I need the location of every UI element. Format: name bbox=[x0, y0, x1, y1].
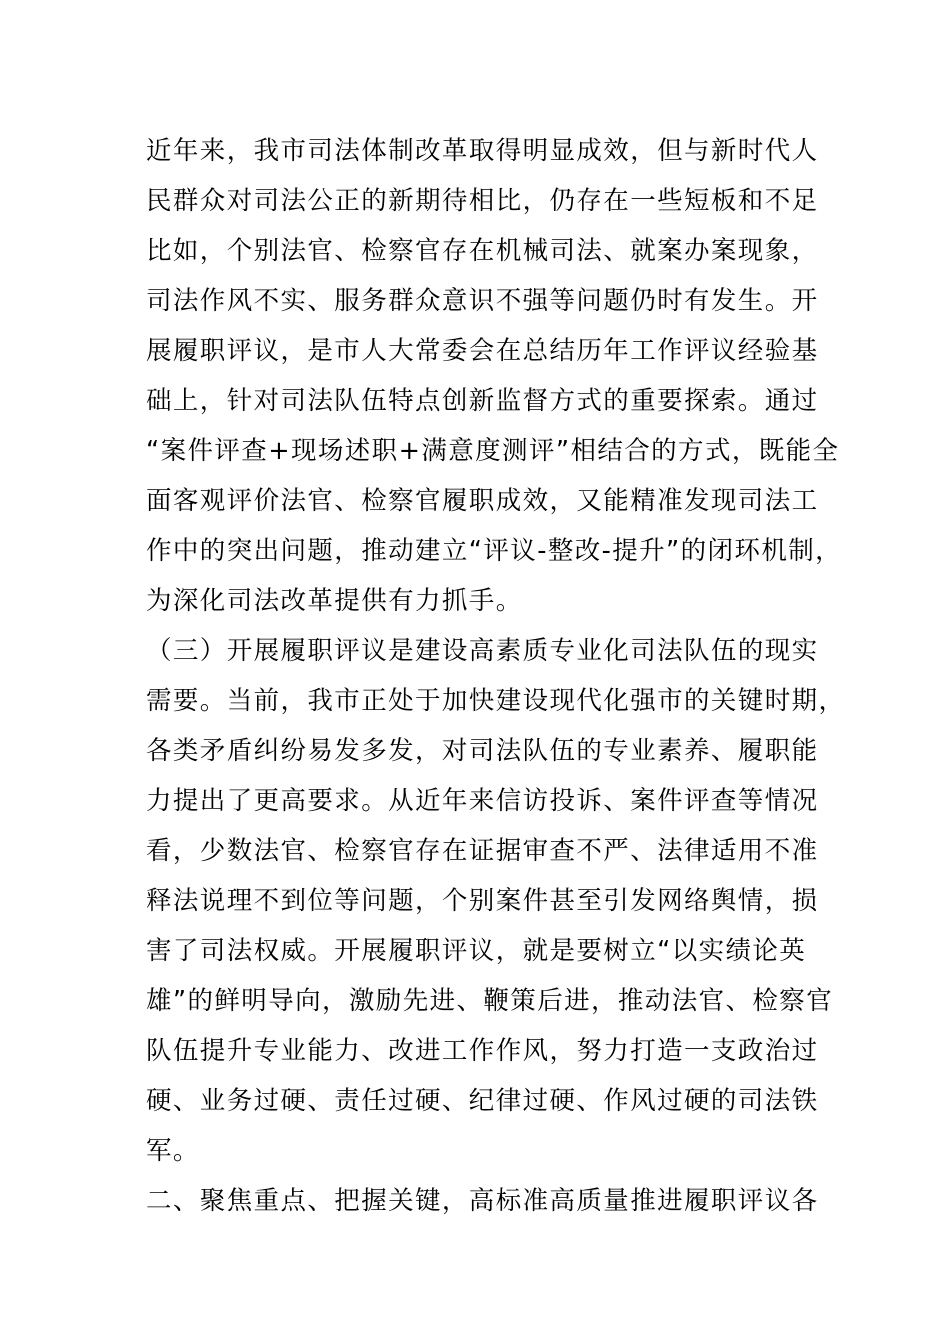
text-line: 面客观评价法官、检察官履职成效，又能精准发现司法工 bbox=[146, 486, 819, 516]
section-heading-line: 二、聚焦重点、把握关键，高标准高质量推进履职评议各 bbox=[146, 1186, 819, 1216]
text-line: 司法作风不实、服务群众意识不强等问题仍时有发生。开 bbox=[146, 286, 819, 316]
text-line: 础上，针对司法队伍特点创新监督方式的重要探索。通过 bbox=[146, 386, 819, 416]
section-heading-line: （三）开展履职评议是建设高素质专业化司法队伍的现实 bbox=[146, 636, 819, 666]
text-line: 军。 bbox=[146, 1136, 200, 1166]
text-line: 队伍提升专业能力、改进工作作风，努力打造一支政治过 bbox=[146, 1036, 819, 1066]
body-text bbox=[146, 126, 846, 1226]
text-line: 释法说理不到位等问题，个别案件甚至引发网络舆情，损 bbox=[146, 886, 819, 916]
text-line: 比如，个别法官、检察官存在机械司法、就案办案现象， bbox=[146, 236, 819, 266]
text-line: 近年来，我市司法体制改革取得明显成效，但与新时代人 bbox=[146, 136, 819, 166]
text-line: 看，少数法官、检察官存在证据审查不严、法律适用不准 bbox=[146, 836, 819, 866]
text-line: 为深化司法改革提供有力抓手。 bbox=[146, 586, 523, 616]
text-line: 硬、业务过硬、责任过硬、纪律过硬、作风过硬的司法铁 bbox=[146, 1086, 819, 1116]
text-line: 害了司法权威。开展履职评议，就是要树立“以实绩论英 bbox=[146, 936, 807, 966]
text-line: 需要。当前，我市正处于加快建设现代化强市的关键时期， bbox=[146, 686, 846, 716]
text-line: 力提出了更高要求。从近年来信访投诉、案件评查等情况 bbox=[146, 786, 819, 816]
text-line: 各类矛盾纠纷易发多发，对司法队伍的专业素养、履职能 bbox=[146, 736, 819, 766]
text-line: 作中的突出问题，推动建立“评议-整改-提升”的闭环机制， bbox=[146, 536, 843, 566]
text-line: 展履职评议，是市人大常委会在总结历年工作评议经验基 bbox=[146, 336, 819, 366]
text-line: 雄”的鲜明导向，激励先进、鞭策后进，推动法官、检察官 bbox=[146, 986, 834, 1016]
text-line: “案件评查+现场述职+满意度测评”相结合的方式，既能全 bbox=[146, 436, 840, 466]
text-line: 民群众对司法公正的新期待相比，仍存在一些短板和不足 bbox=[146, 186, 819, 216]
